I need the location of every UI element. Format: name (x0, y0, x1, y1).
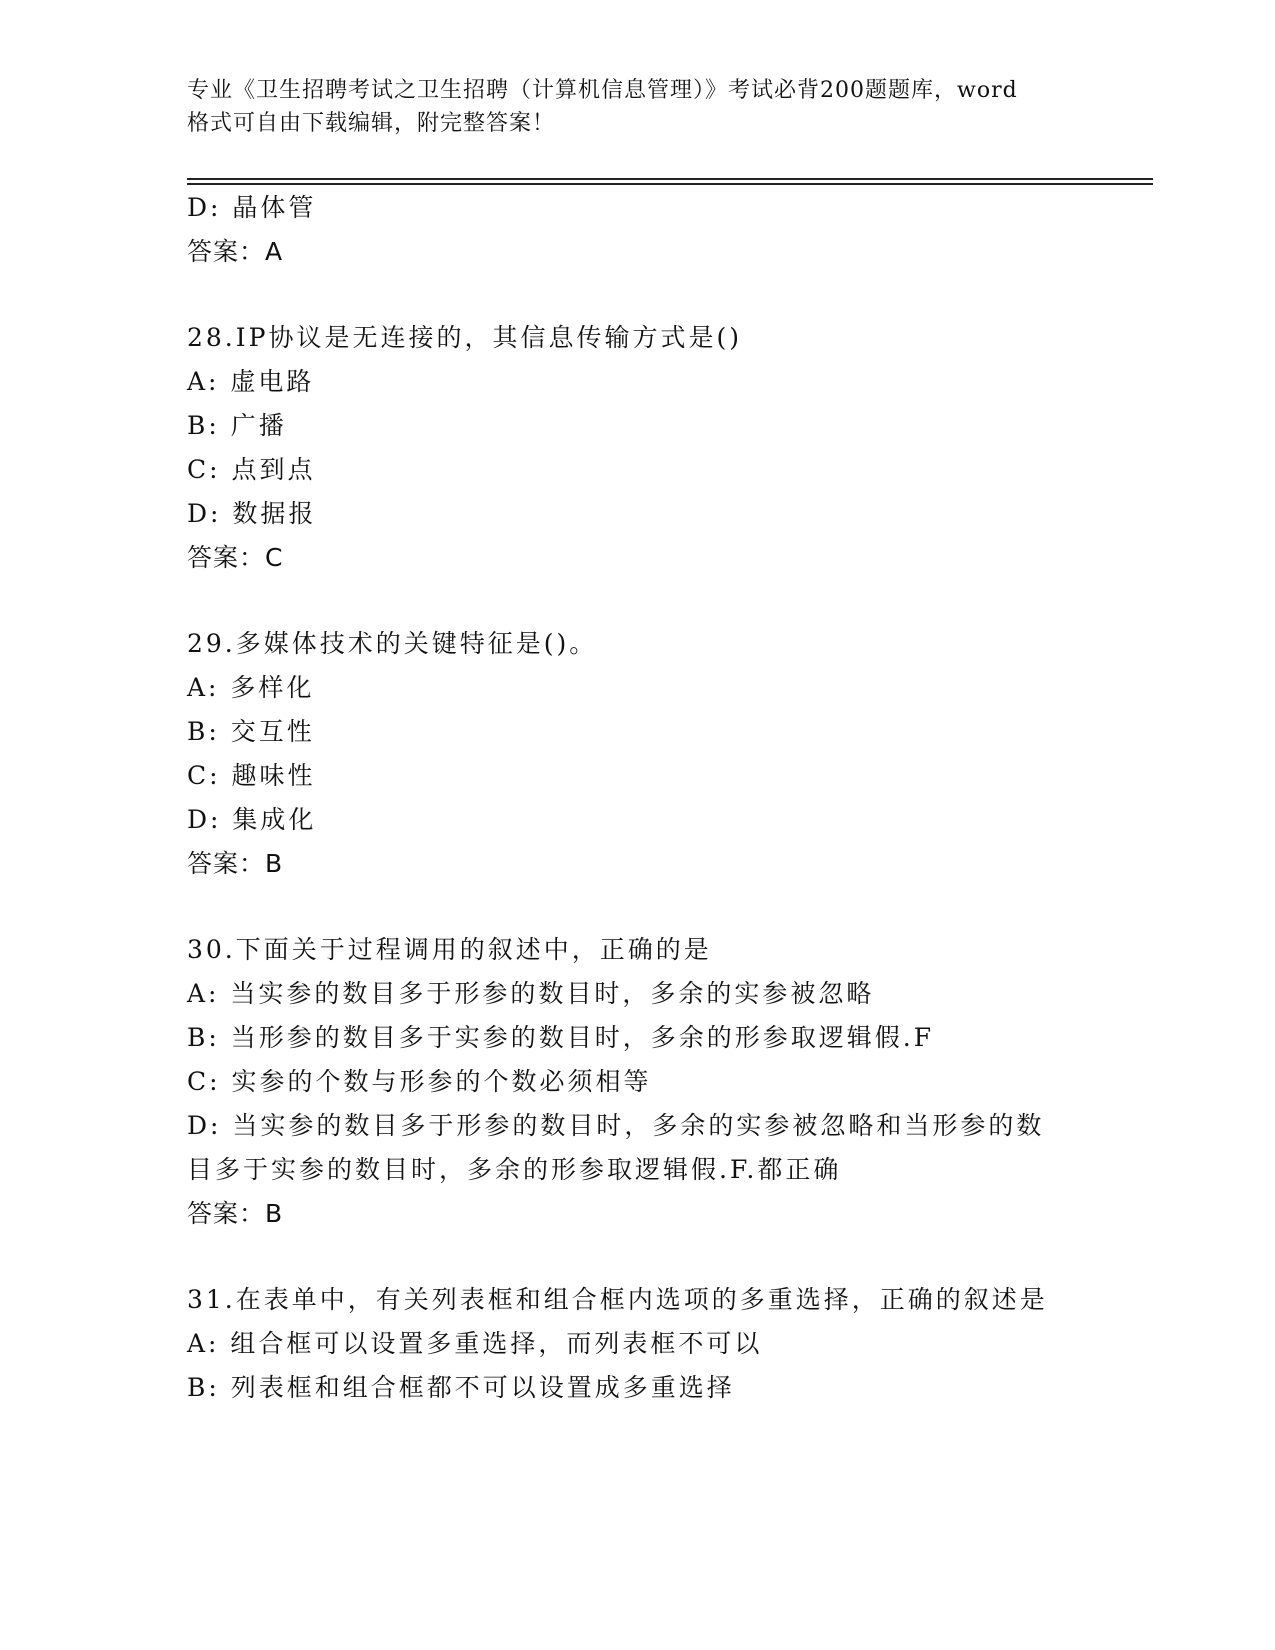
q29-option-d: D: 集成化 (187, 805, 317, 834)
q27-option-d: D: 晶体管 (187, 193, 317, 222)
q29-stem: 29.多媒体技术的关键特征是()。 (187, 629, 598, 658)
q28-option-c: C: 点到点 (187, 455, 316, 484)
q30-option-a: A: 当实参的数目多于形参的数目时，多余的实参被忽略 (187, 979, 875, 1008)
q30-option-c: C: 实参的个数与形参的个数必须相等 (187, 1067, 652, 1096)
header-rule-top (187, 178, 1153, 180)
q28-option-d: D: 数据报 (187, 499, 317, 528)
q28-option-b: B: 广播 (187, 411, 287, 440)
q31-option-b: B: 列表框和组合框都不可以设置成多重选择 (187, 1373, 735, 1402)
q27-answer: 答案：A (187, 237, 284, 266)
q30-option-b: B: 当形参的数目多于实参的数目时，多余的形参取逻辑假.F (187, 1023, 935, 1052)
header-line-1: 专业《卫生招聘考试之卫生招聘（计算机信息管理）》考试必背200题题库，word (187, 78, 1018, 103)
q29-answer: 答案：B (187, 849, 284, 878)
q30-stem: 30.下面关于过程调用的叙述中，正确的是 (187, 935, 712, 964)
header-rule-bottom (187, 183, 1153, 185)
q28-answer: 答案：C (187, 543, 284, 572)
q30-answer: 答案：B (187, 1199, 284, 1228)
q28-stem: 28.IP协议是无连接的，其信息传输方式是() (187, 323, 742, 352)
q30-option-d-line-2: 目多于实参的数目时，多余的形参取逻辑假.F.都正确 (187, 1155, 842, 1184)
header-line-2: 格式可自由下载编辑，附完整答案！ (187, 111, 556, 136)
q28-option-a: A: 虚电路 (187, 367, 315, 396)
q29-option-a: A: 多样化 (187, 673, 315, 702)
q31-option-a: A: 组合框可以设置多重选择，而列表框不可以 (187, 1329, 763, 1358)
page-header (187, 74, 1087, 140)
q29-option-b: B: 交互性 (187, 717, 315, 746)
q29-option-c: C: 趣味性 (187, 761, 316, 790)
q31-stem: 31.在表单中，有关列表框和组合框内选项的多重选择，正确的叙述是 (187, 1285, 1048, 1314)
q30-option-d-line-1: D: 当实参的数目多于形参的数目时，多余的实参被忽略和当形参的数 (187, 1111, 1045, 1140)
